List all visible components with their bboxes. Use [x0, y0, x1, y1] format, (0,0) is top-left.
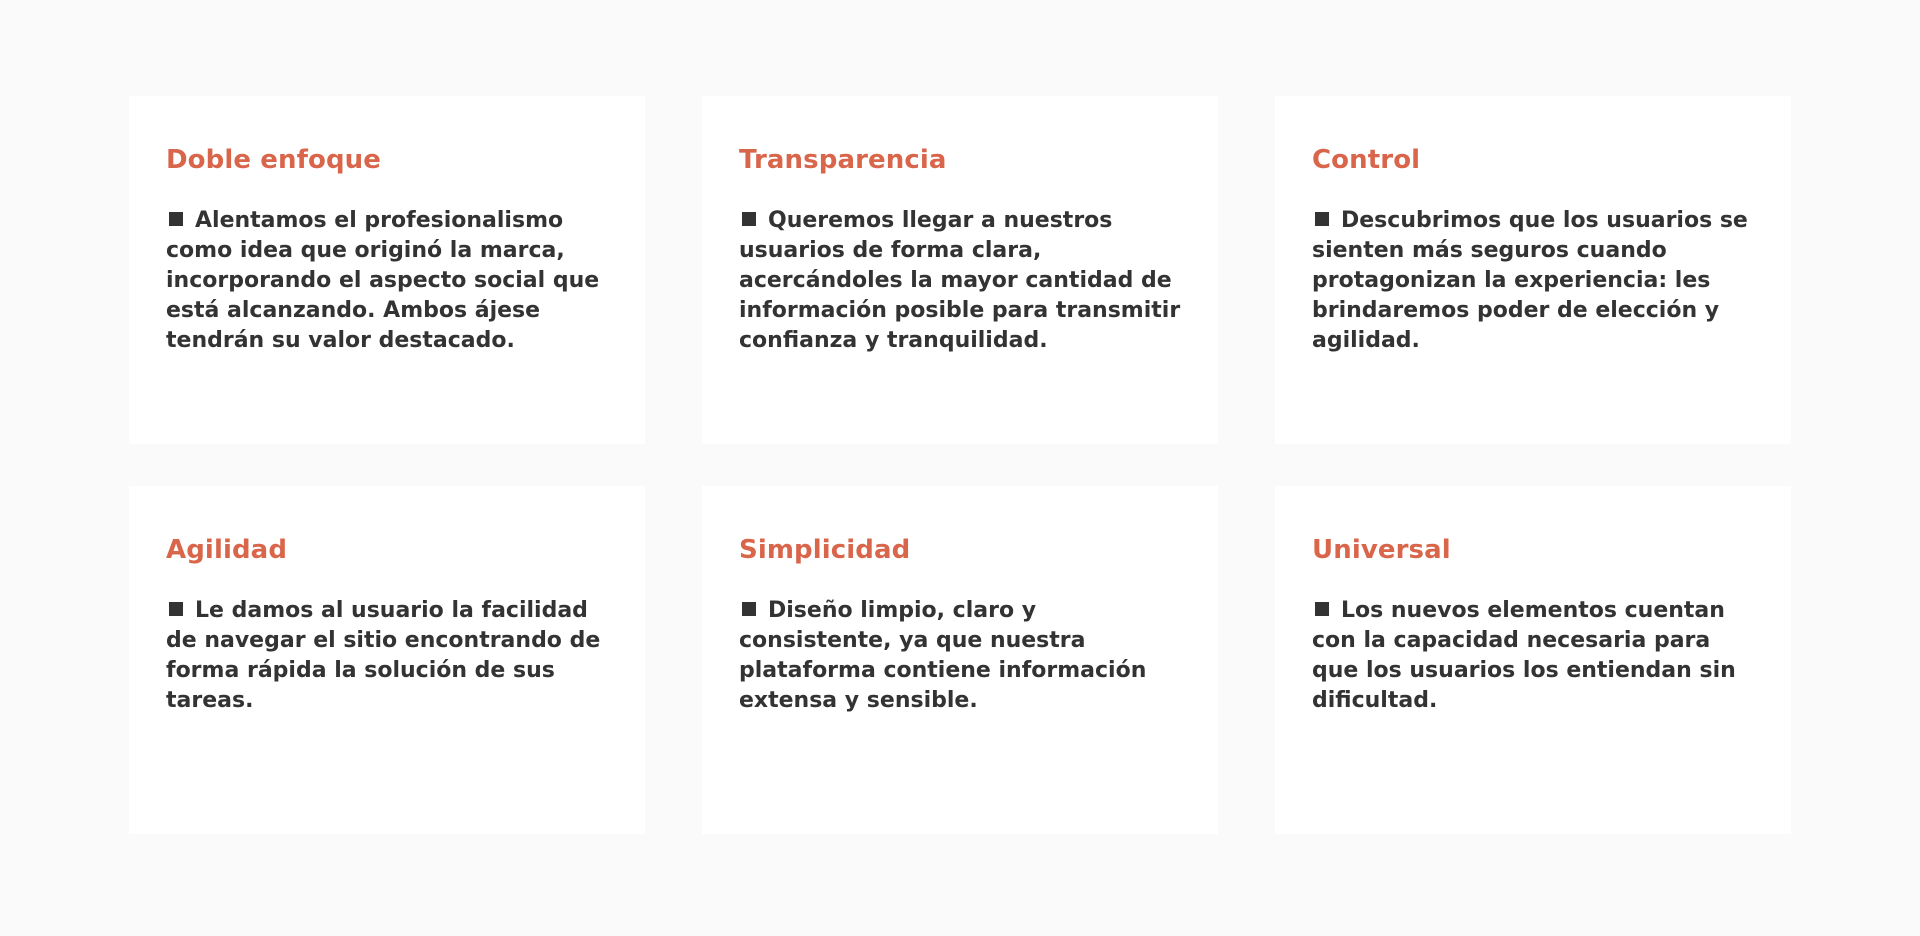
- square-bullet-icon: [1315, 212, 1329, 226]
- card-description-text: Los nuevos elementos cuentan con la capacidad necesaria para que los usuarios los entiendan sin dificultad.: [1312, 598, 1736, 713]
- card-description-text: Le damos al usuario la facilidad de navegar el sitio encontrando de forma rápida la solución de sus tareas.: [166, 598, 601, 713]
- principle-card-universal: [1275, 486, 1791, 834]
- card-description: [1312, 596, 1755, 716]
- card-title: Transparencia: [739, 145, 947, 175]
- card-title: Control: [1312, 145, 1421, 175]
- card-title: Agilidad: [166, 535, 288, 565]
- principle-card-simplicidad: [702, 486, 1218, 834]
- square-bullet-icon: [169, 212, 183, 226]
- card-description: [739, 596, 1182, 716]
- card-description: [166, 206, 609, 356]
- square-bullet-icon: [742, 602, 756, 616]
- principle-card-control: [1275, 96, 1791, 444]
- card-description-text: Descubrimos que los usuarios se sienten más seguros cuando protagonizan la experiencia: les brindaremos poder de elección y agilidad.: [1312, 208, 1748, 353]
- principle-card-transparencia: [702, 96, 1218, 444]
- card-description-text: Queremos llegar a nuestros usuarios de forma clara, acercándoles la mayor cantidad de información posible para transmitir confianza y tranquilidad.: [739, 208, 1181, 353]
- card-description: [166, 596, 609, 716]
- square-bullet-icon: [169, 602, 183, 616]
- square-bullet-icon: [1315, 602, 1329, 616]
- square-bullet-icon: [742, 212, 756, 226]
- principle-card-doble-enfoque: [129, 96, 645, 444]
- card-description: [739, 206, 1182, 356]
- card-description-text: Diseño limpio, claro y consistente, ya que nuestra plataforma contiene información extensa y sensible.: [739, 598, 1147, 713]
- card-title: Simplicidad: [739, 535, 911, 565]
- card-description-text: Alentamos el profesionalismo como idea que originó la marca, incorporando el aspecto social que está alcanzando. Ambos ájese tendrán su valor destacado.: [166, 208, 600, 353]
- principles-grid: [129, 96, 1791, 834]
- principle-card-agilidad: [129, 486, 645, 834]
- card-description: [1312, 206, 1755, 356]
- card-title: Doble enfoque: [166, 145, 382, 175]
- card-title: Universal: [1312, 535, 1451, 565]
